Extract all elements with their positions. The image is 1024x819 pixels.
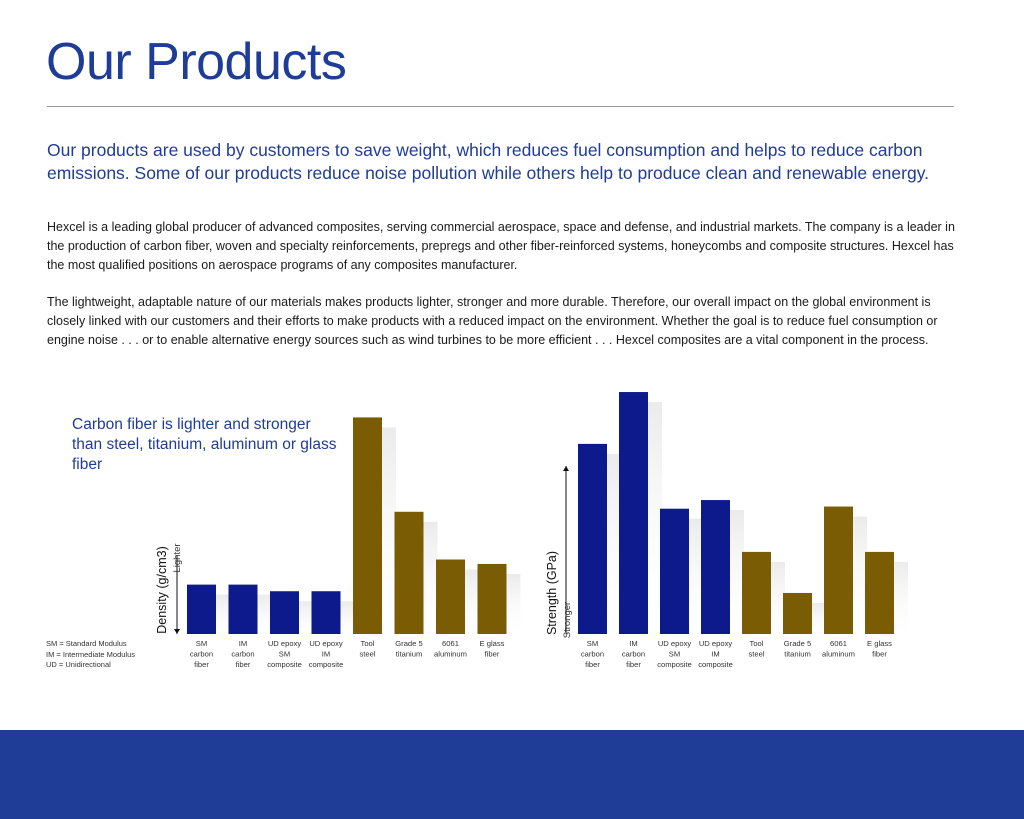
density-category-label: Tool — [360, 639, 375, 648]
abbreviation-sm: SM = Standard Modulus — [46, 639, 127, 648]
strength-bar — [578, 444, 607, 634]
density-category-label: IM — [238, 639, 248, 648]
density-category-label: aluminum — [434, 649, 467, 659]
footer-bar — [0, 730, 1024, 819]
page-title: Our Products — [46, 33, 347, 91]
strength-axis-arrow — [563, 466, 569, 471]
density-category-label: composite — [308, 660, 344, 669]
density-category-label: titanium — [395, 649, 423, 659]
strength-category-label: fiber — [585, 660, 600, 669]
strength-category-label: composite — [657, 660, 692, 669]
density-category-label: carbon — [231, 649, 255, 659]
density-y-axis-label: Density (g/cm3) — [155, 546, 169, 634]
density-category-label: IM — [321, 649, 331, 659]
density-category-label: SM — [278, 649, 291, 659]
density-axis-arrow — [174, 629, 180, 634]
strength-bar — [742, 552, 771, 634]
strength-bar — [660, 509, 689, 634]
strength-category-label: composite — [698, 660, 733, 669]
chart-caption: Carbon fiber is lighter and stronger than steel, titanium, aluminum or glass fiber — [72, 416, 337, 473]
strength-category-label: IM — [711, 649, 720, 659]
density-category-label: 6061 — [442, 639, 459, 648]
strength-bar — [619, 392, 648, 634]
intro-text: Our products are used by customers to save weight, which reduces fuel consumption and helps to reduce carbon emissions. Some of our products reduce noise pollution while others help to produce clean and renewable energy. — [47, 140, 930, 183]
strength-category-label: Grade 5 — [783, 639, 812, 648]
strength-category-label: carbon — [580, 649, 605, 659]
strength-bar — [824, 507, 853, 634]
strength-category-label: 6061 — [830, 639, 847, 648]
strength-category-label: SM — [668, 649, 681, 659]
density-chart — [155, 417, 521, 669]
density-bar — [353, 417, 382, 634]
abbreviation-ud: UD = Unidirectional — [46, 660, 111, 670]
strength-category-label: fiber — [872, 649, 887, 659]
strength-category-label: titanium — [784, 649, 811, 659]
density-category-label: SM — [195, 639, 208, 648]
density-category-label: E glass — [479, 639, 505, 648]
density-bar — [270, 591, 299, 634]
strength-category-label: IM — [629, 639, 638, 648]
body-paragraph-1: Hexcel is a leading global producer of advanced composites, serving commercial aerospace, space and defense, and industrial markets. The company is a leader in the production of carbon fiber, woven and specialty reinforcements, prepregs and other fiber-reinforced systems, honeycombs and composite structures. Hexcel has the most qualified positions on aerospace programs of any composites manufacturer. — [47, 220, 955, 273]
strength-direction-label: Stronger — [562, 601, 573, 639]
strength-category-label: Tool — [749, 639, 764, 648]
strength-bar — [783, 593, 812, 634]
strength-category-label: E glass — [867, 639, 892, 648]
density-bar — [478, 564, 507, 634]
strength-category-label: aluminum — [822, 649, 855, 659]
strength-category-label: fiber — [626, 660, 641, 669]
density-category-label: steel — [359, 649, 376, 659]
density-category-label: carbon — [189, 649, 214, 659]
density-category-label: UD epoxy — [267, 639, 302, 648]
density-category-label: fiber — [484, 649, 500, 659]
strength-chart — [545, 392, 908, 669]
strength-category-label: SM — [586, 639, 599, 648]
strength-category-label: UD epoxy — [657, 639, 692, 648]
strength-bar — [701, 500, 730, 634]
strength-category-label: carbon — [621, 649, 646, 659]
strength-category-label: steel — [748, 649, 765, 659]
strength-bar — [865, 552, 894, 634]
density-category-label: UD epoxy — [309, 639, 343, 648]
density-category-label: Grade 5 — [395, 639, 423, 648]
strength-y-axis-label: Strength (GPa) — [545, 550, 559, 636]
density-bar — [312, 591, 341, 634]
density-bar — [229, 585, 258, 634]
density-bar — [395, 512, 424, 634]
density-category-label: composite — [267, 660, 302, 669]
density-category-label: fiber — [235, 660, 251, 669]
density-category-label: fiber — [194, 660, 209, 669]
strength-category-label: UD epoxy — [698, 639, 733, 648]
density-bar — [187, 585, 216, 634]
density-bar — [436, 560, 465, 634]
density-direction-label: Lighter — [172, 543, 183, 573]
body-paragraph-2: The lightweight, adaptable nature of our materials makes products lighter, stronger and more durable. Therefore, our overall impact on the global environment is closely linked with our customers and their efforts to make products with a reduced impact on the environment. Whether the goal is to reduce fuel consumption or engine noise . . . or to enable alternative energy sources such as wind turbines to be more efficient . . . Hexcel composites are a vital component in the process. — [47, 295, 938, 348]
abbreviation-im: IM = Intermediate Modulus — [46, 649, 136, 659]
